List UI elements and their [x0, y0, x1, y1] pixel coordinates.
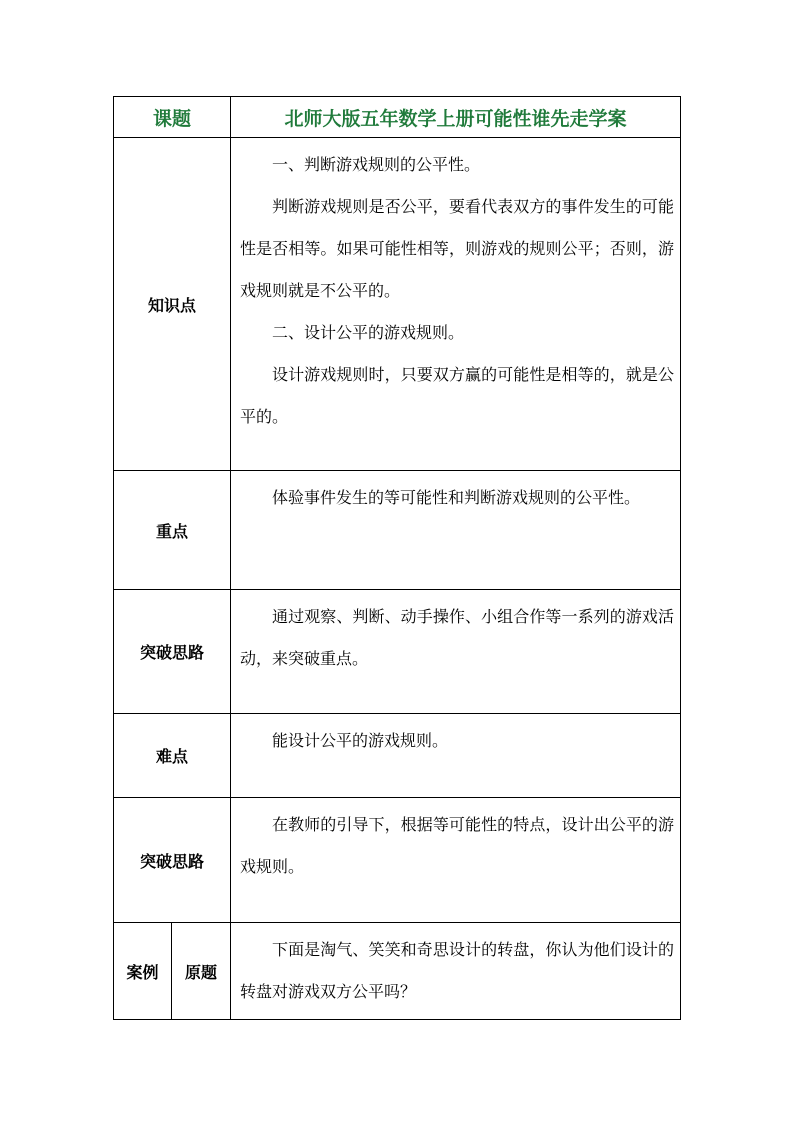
lesson-title: 北师大版五年数学上册可能性谁先走学案 — [231, 97, 681, 138]
case-content — [231, 923, 681, 1020]
difficulty-text: 能设计公平的游戏规则。 — [272, 731, 449, 750]
knowledge-row — [114, 138, 681, 471]
knowledge-paragraph: 二、设计公平的游戏规则。 — [272, 323, 465, 342]
focus-row — [114, 471, 681, 590]
knowledge-paragraph: 一、判断游戏规则的公平性。 — [272, 155, 481, 174]
breakthrough-row-2 — [114, 798, 681, 923]
focus-content — [231, 471, 681, 590]
lesson-plan-sheet — [113, 96, 680, 1020]
breakthrough-content-1 — [231, 590, 681, 714]
case-text: 下面是淘气、笑笑和奇思设计的转盘，你认为他们设计的转盘对游戏双方公平吗？ — [240, 940, 675, 1001]
breakthrough-row-1 — [114, 590, 681, 714]
knowledge-label: 知识点 — [114, 138, 231, 471]
difficulty-label: 难点 — [114, 714, 231, 798]
header-row — [114, 97, 681, 138]
breakthrough-text-1: 通过观察、判断、动手操作、小组合作等一系列的游戏活动，来突破重点。 — [240, 607, 675, 668]
case-label: 案例 — [114, 923, 172, 1020]
focus-text: 体验事件发生的等可能性和判断游戏规则的公平性。 — [272, 488, 641, 507]
difficulty-content — [231, 714, 681, 798]
breakthrough-label-1: 突破思路 — [114, 590, 231, 714]
knowledge-paragraph: 判断游戏规则是否公平，要看代表双方的事件发生的可能性是否相等。如果可能性相等，则游戏的规则公平；否则，游戏规则就是不公平的。 — [240, 197, 675, 300]
knowledge-paragraph: 设计游戏规则时，只要双方赢的可能性是相等的，就是公平的。 — [240, 365, 675, 426]
case-row — [114, 923, 681, 1020]
lesson-plan-table — [113, 96, 681, 1020]
difficulty-row — [114, 714, 681, 798]
original-question-label: 原题 — [172, 923, 231, 1020]
header-label: 课题 — [114, 97, 231, 138]
focus-label: 重点 — [114, 471, 231, 590]
breakthrough-content-2 — [231, 798, 681, 923]
breakthrough-text-2: 在教师的引导下，根据等可能性的特点，设计出公平的游戏规则。 — [240, 815, 675, 876]
breakthrough-label-2: 突破思路 — [114, 798, 231, 923]
knowledge-content — [231, 138, 681, 471]
